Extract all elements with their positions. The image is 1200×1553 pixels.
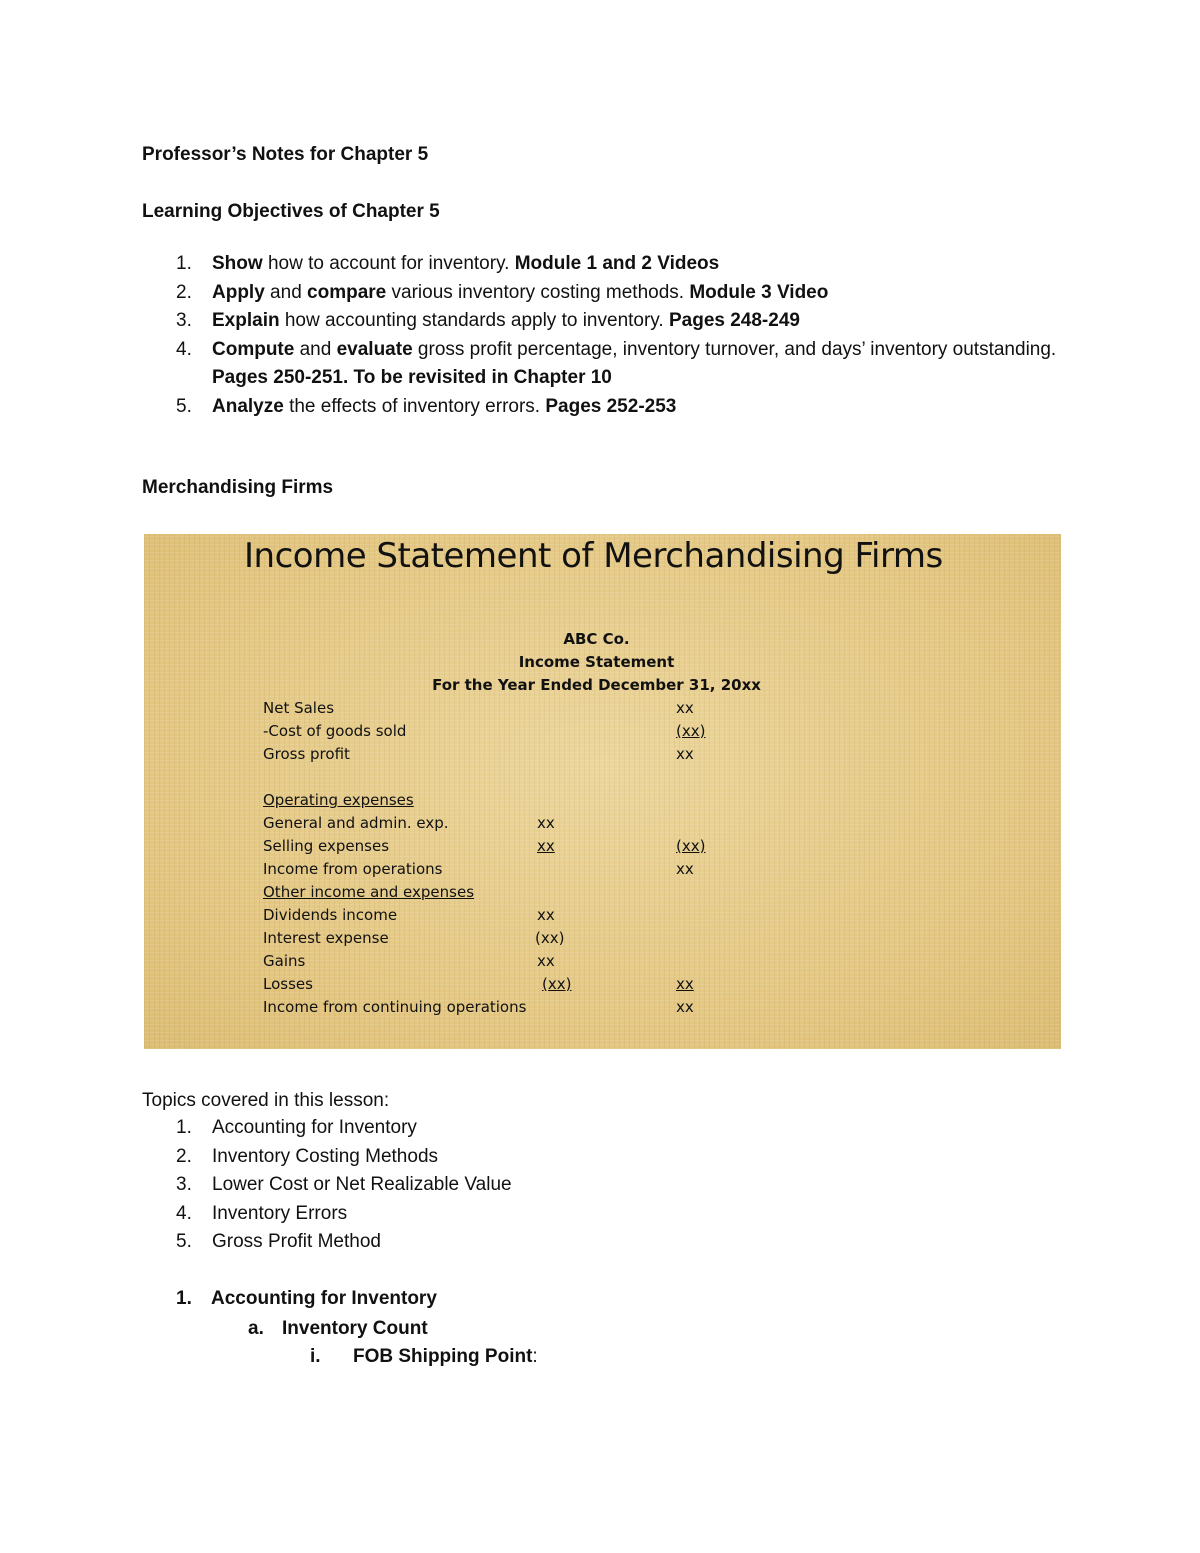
topic-item (142, 1171, 942, 1200)
objective-reference: Pages 250-251. To be revisited in Chapter 10 (212, 367, 612, 388)
objective-reference: Pages 248-249 (668, 310, 800, 331)
objective-verb-2: evaluate (336, 338, 413, 360)
section-number: 1. (176, 1288, 192, 1309)
statement-row (263, 883, 963, 905)
topics-intro: Topics covered in this lesson: (142, 1090, 390, 1111)
statement-row (263, 814, 963, 836)
section-title: Inventory Count (282, 1318, 428, 1339)
row-amount: xx (537, 814, 555, 832)
objective-verb: Analyze (212, 395, 284, 417)
list-number: 3. (176, 1174, 192, 1195)
row-total: xx (676, 699, 694, 717)
objective-reference: Pages 252-253 (545, 395, 677, 417)
topic-text: Accounting for Inventory (212, 1117, 417, 1138)
statement-row (263, 745, 963, 767)
objective-text: how to account for inventory. (262, 253, 515, 274)
statement-row (263, 929, 963, 951)
topic-text: Gross Profit Method (212, 1231, 381, 1252)
row-total: (xx) (676, 722, 706, 740)
row-label: Net Sales (263, 699, 335, 717)
row-total: xx (676, 998, 694, 1016)
objective-text: and (264, 281, 308, 303)
row-amount: xx (537, 837, 555, 855)
statement-row (263, 952, 963, 974)
list-number: 4. (176, 1202, 192, 1224)
row-label: Other income and expenses (263, 883, 475, 901)
objective-verb: Apply (212, 281, 265, 303)
list-number: 1. (176, 1117, 192, 1138)
row-label: Gross profit (263, 745, 350, 763)
objective-verb-2: compare (307, 281, 387, 303)
objective-item (142, 307, 1072, 336)
objective-item (142, 393, 1072, 422)
row-total: xx (676, 860, 694, 878)
objectives-list (142, 250, 1072, 421)
section-title: Accounting for Inventory (211, 1288, 437, 1309)
row-label: Dividends income (263, 906, 398, 924)
objective-item (142, 336, 1072, 393)
list-number: 5. (176, 395, 192, 417)
row-label: Selling expenses (263, 837, 390, 855)
section-suffix: : (532, 1346, 538, 1367)
row-total: xx (676, 745, 694, 763)
row-label: Income from operations (263, 860, 443, 878)
statement-row (263, 860, 963, 882)
objective-verb: Explain (212, 310, 280, 331)
objective-verb: Compute (212, 338, 295, 360)
row-label: Income from continuing operations (263, 998, 527, 1016)
topic-item (142, 1114, 942, 1143)
list-number: 1. (176, 253, 192, 274)
objective-text: how accounting standards apply to inventory. (279, 310, 669, 331)
row-label: Operating expenses (263, 791, 414, 809)
row-label: Losses (263, 975, 313, 993)
list-number: 3. (176, 310, 192, 331)
topic-item (142, 1143, 942, 1172)
document-title: Professor’s Notes for Chapter 5 (142, 144, 429, 165)
section-roman: i. (310, 1346, 321, 1367)
statement-row (263, 837, 963, 859)
section-title: FOB Shipping Point (353, 1346, 533, 1367)
statement-row (263, 722, 963, 744)
objective-text: the effects of inventory errors. (283, 395, 546, 417)
row-label: General and admin. exp. (263, 814, 449, 832)
objective-verb: Show (212, 253, 263, 274)
section-1a-heading (248, 1318, 428, 1340)
row-label: -Cost of goods sold (263, 722, 407, 740)
row-amount: (xx) (542, 975, 572, 993)
statement-row (263, 998, 963, 1020)
list-number: 2. (176, 281, 192, 303)
statement-period: For the Year Ended December 31, 20xx (432, 676, 761, 694)
statement-name: Income Statement (518, 653, 675, 671)
row-label: Gains (263, 952, 306, 970)
row-amount: xx (537, 952, 555, 970)
objective-reference: Module 3 Video (689, 281, 829, 303)
topic-item (142, 1228, 942, 1257)
list-number: 5. (176, 1231, 192, 1252)
list-number: 4. (176, 338, 192, 360)
objective-reference: Module 1 and 2 Videos (514, 253, 720, 274)
section-1ai-heading (310, 1346, 538, 1368)
company-name: ABC Co. (563, 630, 630, 648)
statement-row (263, 699, 963, 721)
section-letter: a. (248, 1318, 264, 1339)
statement-row (263, 975, 963, 997)
merchandising-heading: Merchandising Firms (142, 477, 334, 498)
topics-list (142, 1114, 942, 1257)
row-total: (xx) (676, 837, 706, 855)
row-amount: xx (537, 906, 555, 924)
objective-item (142, 250, 1072, 279)
objective-text: and (294, 338, 337, 360)
row-total: xx (676, 975, 694, 993)
slide-title: Income Statement of Merchandising Firms (244, 536, 943, 576)
income-statement-slide (144, 534, 1061, 1049)
objective-text-2: various inventory costing methods. (386, 281, 690, 303)
objectives-heading: Learning Objectives of Chapter 5 (142, 201, 440, 222)
objective-text-2: gross profit percentage, inventory turnover, and days’ inventory outstanding. (412, 338, 1057, 360)
section-1-heading (176, 1288, 437, 1310)
row-label: Interest expense (263, 929, 389, 947)
topic-item (142, 1200, 942, 1229)
list-number: 2. (176, 1145, 192, 1167)
topic-text: Inventory Errors (212, 1202, 348, 1224)
topic-text: Inventory Costing Methods (212, 1145, 439, 1167)
statement-row (263, 906, 963, 928)
objective-item (142, 279, 1072, 308)
topic-text: Lower Cost or Net Realizable Value (212, 1174, 512, 1195)
row-amount: (xx) (535, 929, 565, 947)
statement-row (263, 791, 963, 813)
